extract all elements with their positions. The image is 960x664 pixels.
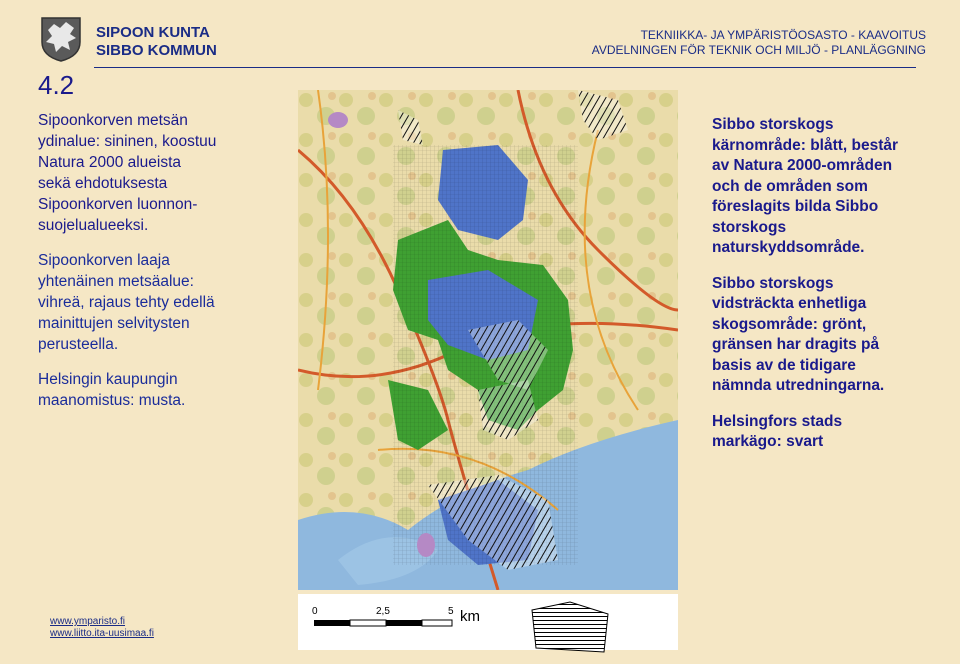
core-area-paragraph-fi: Sipoonkorven metsän ydinalue: sininen, koostuu Natura 2000 alueista sekä ehdotuksesta Sipoonkorven luonnon- suojelualueeksi.: [38, 112, 217, 234]
link-ymparisto[interactable]: www.ymparisto.fi: [50, 616, 126, 627]
ownership-paragraph-fi: Helsingin kaupungin maanomistus: musta.: [38, 371, 186, 409]
link-ita-uusimaa[interactable]: www.liitto.ita-uusimaa.fi: [50, 628, 154, 639]
scale-segment-3: [386, 620, 422, 626]
municipal-crest-icon: [40, 16, 82, 62]
organization-name: [96, 24, 217, 60]
core-area-paragraph-sv: Sibbo storskogs kärnområde: blått, består av Natura 2000-områden och de områden som föreslagits bilda Sibbo storskogs naturskyddsområde.: [712, 116, 899, 256]
forest-area-paragraph-fi: Sipoonkorven laaja yhtenäinen metsäalue: vihreä, rajaus tehty edellä mainittujen selvitysten perusteella.: [38, 252, 215, 353]
department-name: [592, 28, 926, 58]
org-name-sv: SIBBO KOMMUN: [96, 42, 217, 59]
urban-area: [328, 112, 348, 128]
ownership-legend-swatch: [530, 600, 610, 654]
scale-segment-4: [422, 620, 452, 626]
scale-tick-5: 5: [448, 606, 454, 617]
scale-bar: [308, 600, 468, 650]
org-name-fi: SIPOON KUNTA: [96, 24, 210, 41]
area-map: [298, 90, 678, 590]
header-divider: [94, 67, 916, 68]
ownership-paragraph-sv: Helsingfors stads markägo: svart: [712, 412, 843, 450]
urban-area-south: [417, 533, 435, 557]
scale-unit: km: [460, 608, 480, 625]
dept-name-sv: AVDELNINGEN FÖR TEKNIK OCH MILJÖ - PLANLÄGGNING: [591, 43, 926, 57]
dept-name-fi: TEKNIIKKA- JA YMPÄRISTÖOSASTO - KAAVOITUS: [640, 28, 926, 42]
scale-segment-1: [314, 620, 350, 626]
forest-area-paragraph-sv: Sibbo storskogs vidsträckta enhetliga skogsområde: grönt, gränsen har dragits på basis av de tidigare nämnda utredningarna.: [712, 274, 885, 394]
slide-number: 4.2: [38, 70, 75, 100]
footer-links: [50, 616, 154, 640]
scale-segment-2: [350, 620, 386, 626]
header: [0, 0, 960, 70]
scale-tick-0: 0: [312, 606, 318, 617]
scale-tick-2-5: 2,5: [376, 606, 390, 617]
swedish-description: [712, 115, 942, 468]
scale-bar-panel: [298, 594, 678, 650]
finnish-description: [38, 110, 270, 425]
